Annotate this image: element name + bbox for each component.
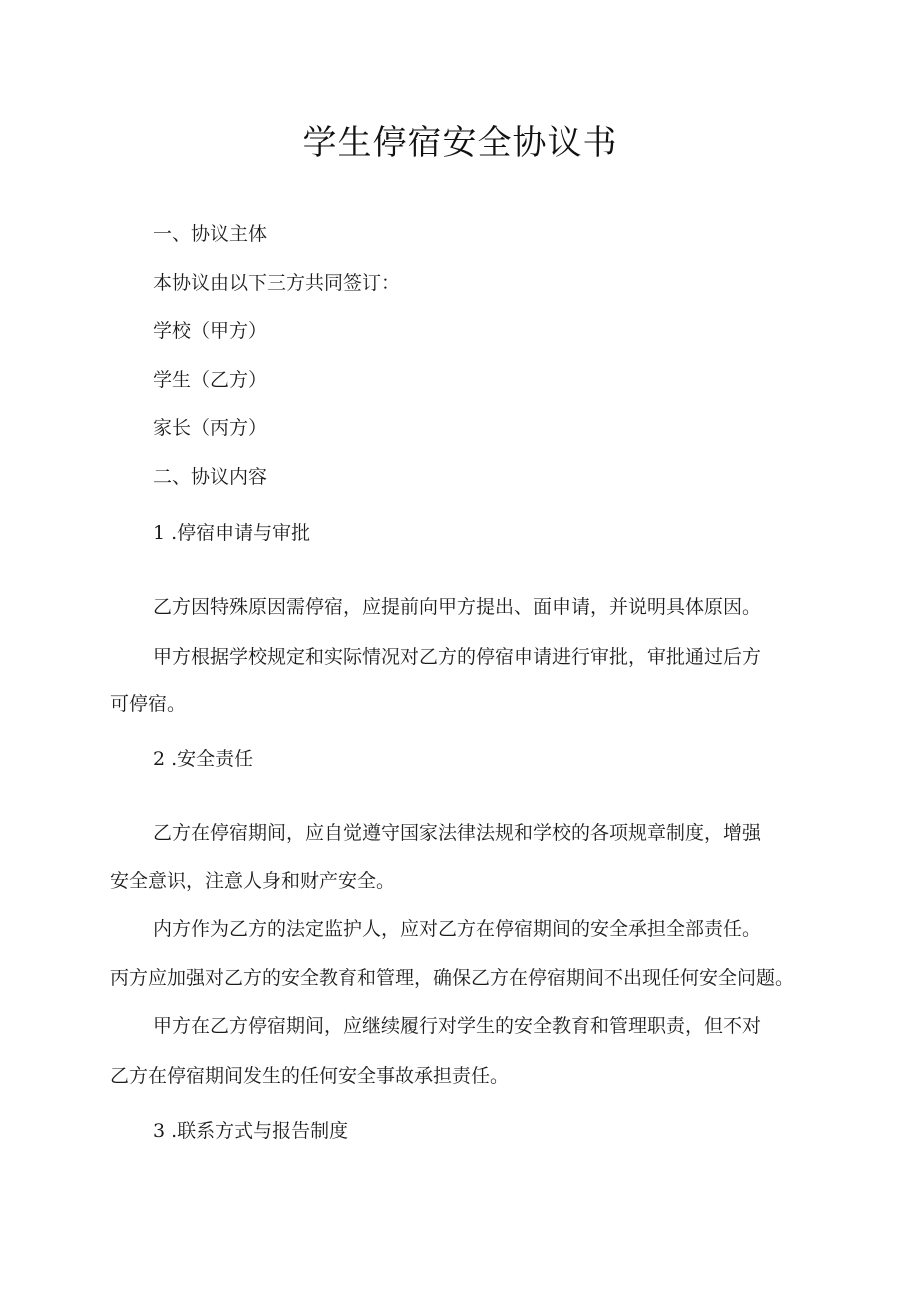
paragraph-line: 可停宿。 <box>110 693 187 715</box>
paragraph-line: 甲方在乙方停宿期间，应继续履行对学生的安全教育和管理职责，但不对 <box>153 1015 762 1037</box>
party-b: 学生（乙方） <box>153 369 268 391</box>
paragraph-line: 丙方应加强对乙方的安全教育和管理，确保乙方在停宿期间不出现任何安全问题。 <box>110 967 795 989</box>
intro-text: 本协议由以下三方共同签订： <box>153 272 401 294</box>
paragraph-line: 乙方在停宿期间发生的任何安全事故承担责任。 <box>110 1065 510 1087</box>
section-heading-parties: 一、协议主体 <box>153 223 268 245</box>
paragraph-line: 甲方根据学校规定和实际情况对乙方的停宿申请进行审批，审批通过后方 <box>153 646 762 668</box>
paragraph-line: 乙方因特殊原因需停宿，应提前向甲方提出、面申请，并说明具体原因。 <box>153 596 762 618</box>
party-a: 学校（甲方） <box>153 320 268 342</box>
paragraph-line: 安全意识，注意人身和财产安全。 <box>110 870 396 892</box>
item-heading-contact: 3 .联系方式与报告制度 <box>153 1120 349 1142</box>
paragraph-line: 内方作为乙方的法定监护人，应对乙方在停宿期间的安全承担全部责任。 <box>153 918 762 940</box>
party-c: 家长（丙方） <box>153 417 268 439</box>
item-heading-safety: 2 .安全责任 <box>153 748 254 770</box>
paragraph-line: 乙方在停宿期间，应自觉遵守国家法律法规和学校的各项规章制度，增强 <box>153 822 762 844</box>
document-title: 学生停宿安全协议书 <box>302 123 618 163</box>
section-heading-content: 二、协议内容 <box>153 466 268 488</box>
item-heading-application: 1 .停宿申请与审批 <box>153 522 311 544</box>
